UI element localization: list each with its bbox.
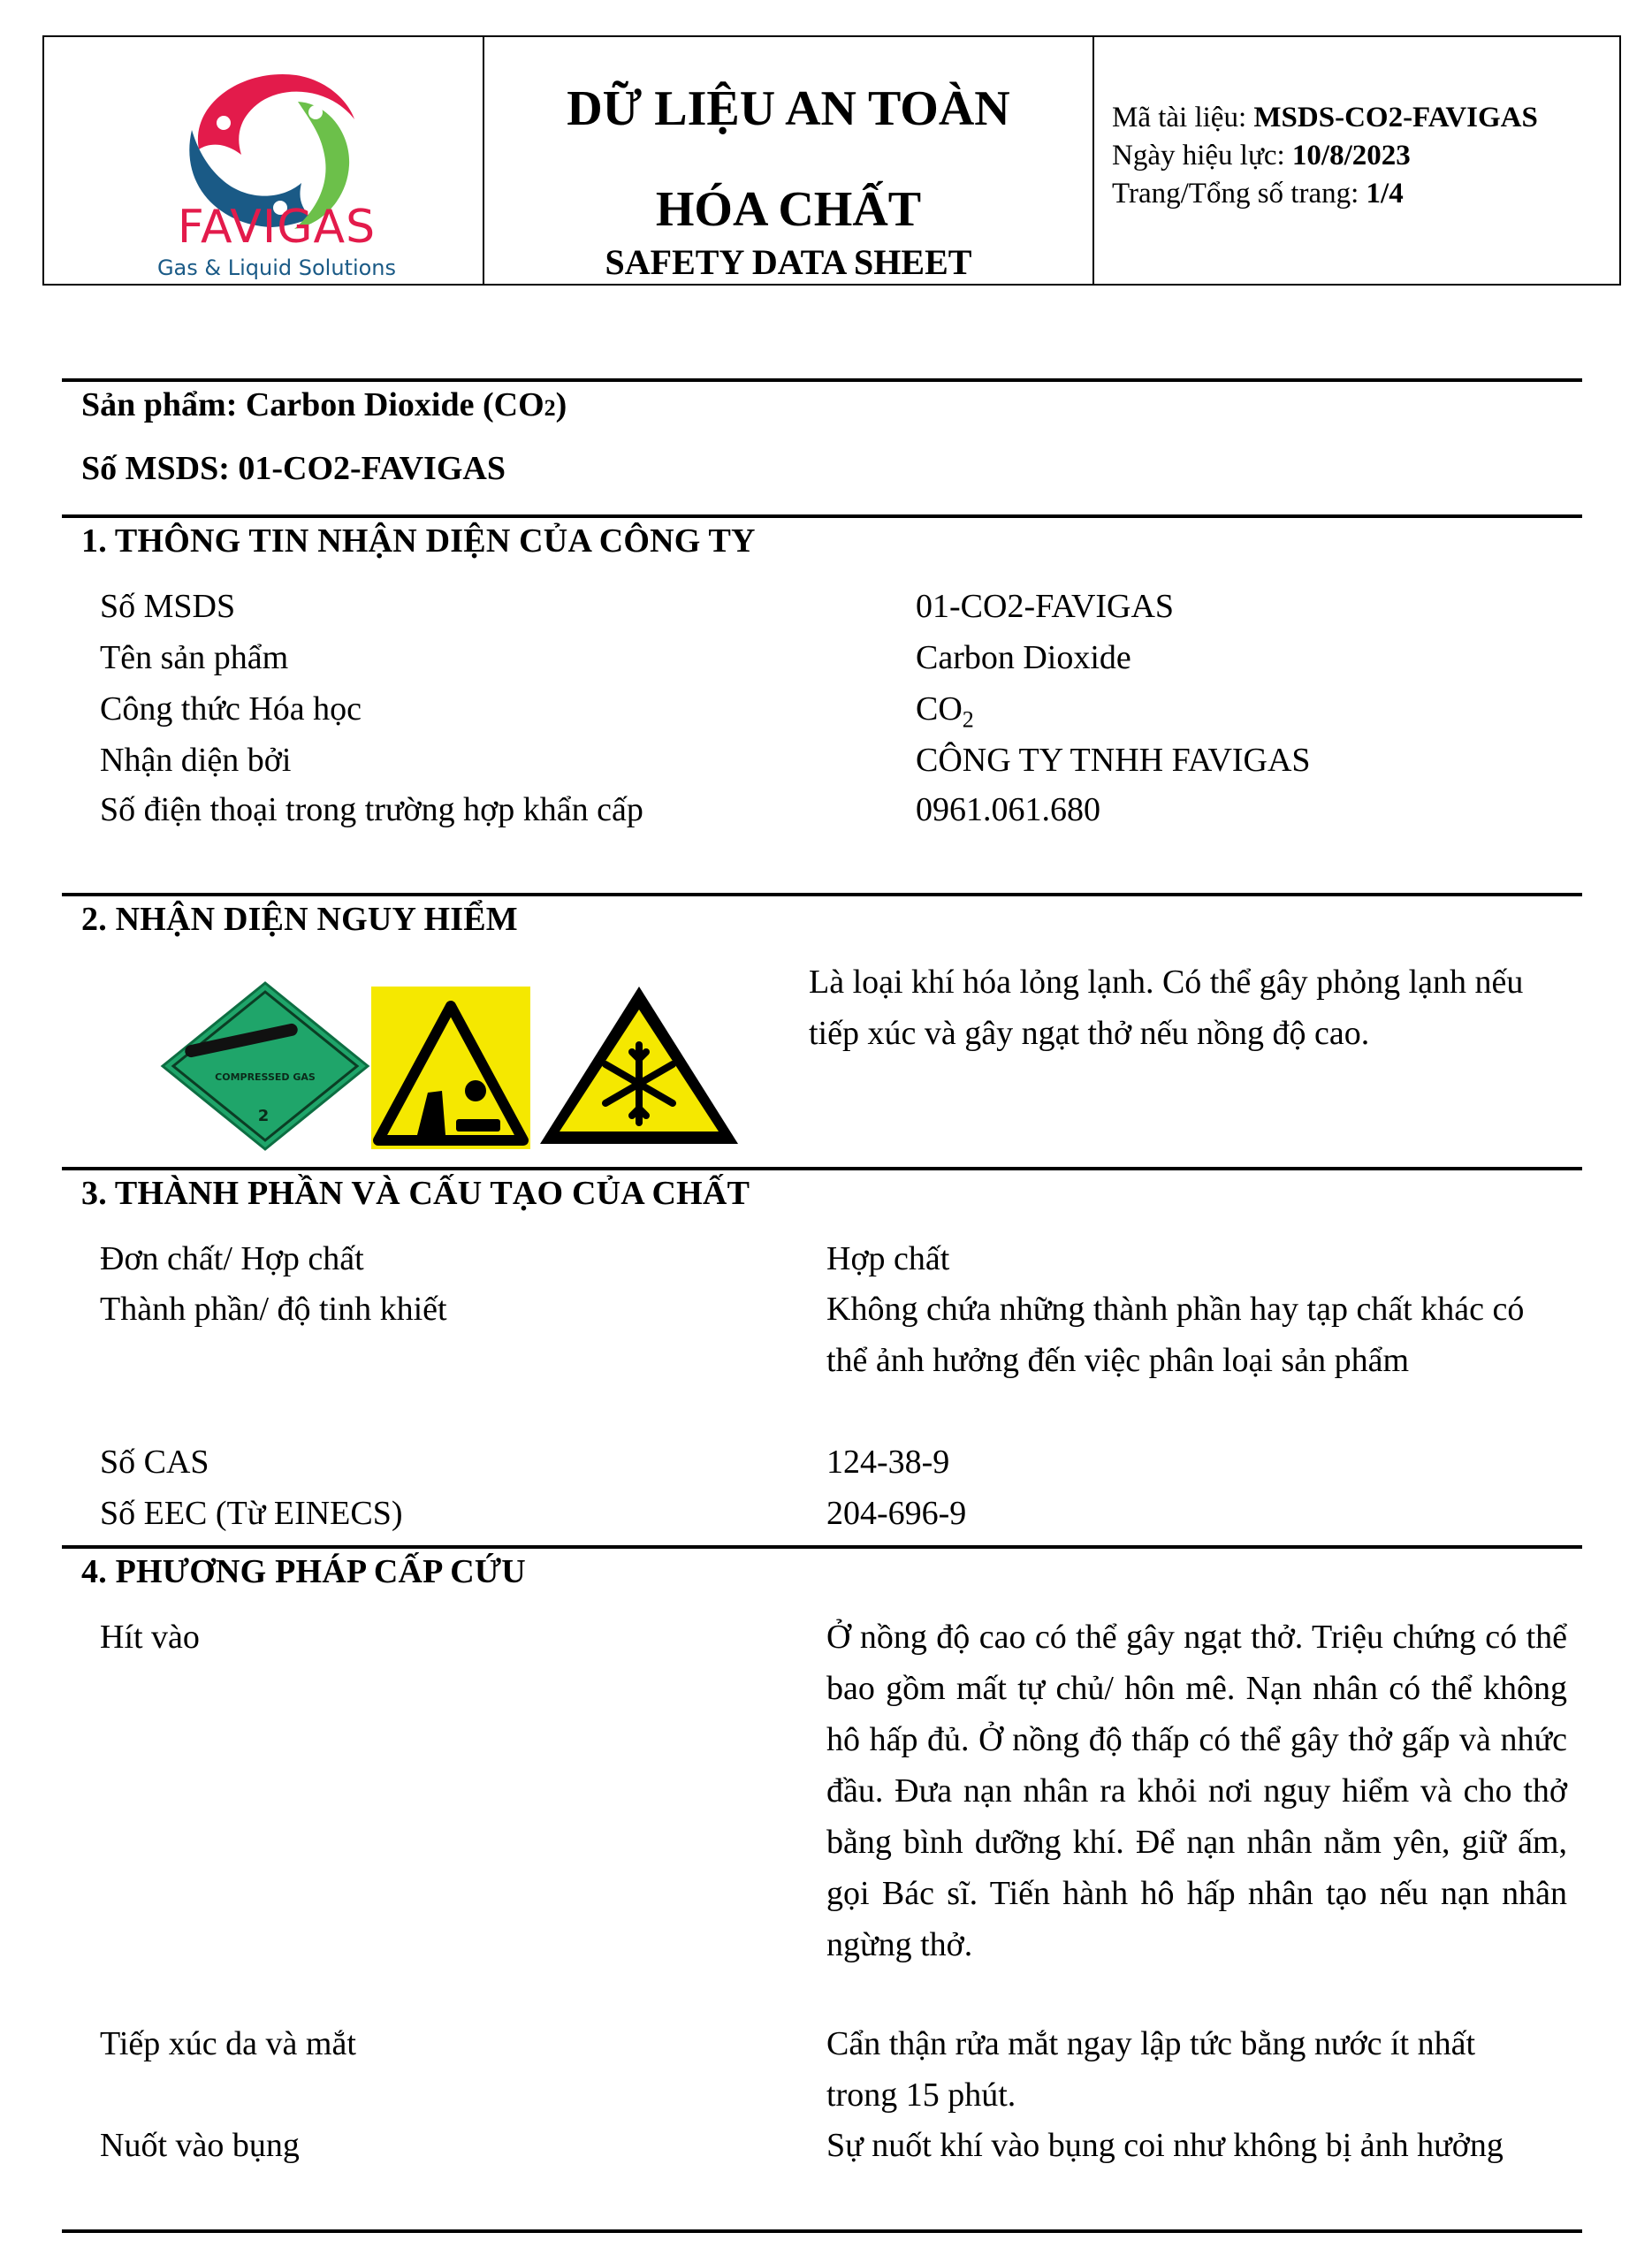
s1-row-value: CÔNG TY TNHH FAVIGAS bbox=[916, 742, 1311, 779]
meta-value: 10/8/2023 bbox=[1291, 140, 1411, 171]
s4-row-value: Cẩn thận rửa mắt ngay lập tức bằng nước ít nhất trong 15 phút. bbox=[826, 2025, 1476, 2114]
title-line-1: DỮ LIỆU AN TOÀN bbox=[567, 81, 1010, 136]
s1-row-label: Tên sản phẩm bbox=[100, 639, 289, 676]
s1-row-label: Số MSDS bbox=[100, 588, 236, 625]
section-rule bbox=[62, 514, 1582, 518]
s3-row-label: Số EEC (Từ EINECS) bbox=[100, 1495, 403, 1532]
meta-doc-code bbox=[1112, 99, 1538, 137]
document-meta bbox=[1112, 99, 1538, 213]
section-rule bbox=[62, 1545, 1582, 1549]
title-line-2: HÓA CHẤT bbox=[655, 182, 922, 237]
formula-text: CO bbox=[916, 690, 963, 728]
title-english: SAFETY DATA SHEET bbox=[605, 242, 972, 282]
s4-row-label: Hít vào bbox=[100, 1619, 200, 1656]
s4-row-label: Tiếp xúc da và mắt bbox=[100, 2025, 356, 2062]
meta-value: MSDS-CO2-FAVIGAS bbox=[1253, 102, 1538, 133]
s3-row-value: 124-38-9 bbox=[826, 1444, 950, 1481]
hazard-class-number: 2 bbox=[257, 1107, 270, 1125]
s1-row-label: Số điện thoại trong trường hợp khẩn cấp bbox=[100, 791, 643, 828]
s4-row-value: Sự nuốt khí vào bụng coi như không bị ảnh hưởng bbox=[826, 2127, 1504, 2164]
header-divider bbox=[1092, 37, 1094, 284]
product-name-close: ) bbox=[555, 386, 567, 423]
product-msds-number: Số MSDS: 01-CO2-FAVIGAS bbox=[81, 450, 506, 487]
meta-value: 1/4 bbox=[1366, 178, 1404, 210]
low-temperature-warning-icon bbox=[535, 979, 742, 1149]
formula-subscript: 2 bbox=[962, 706, 974, 733]
s3-row-value: Hợp chất bbox=[826, 1240, 950, 1277]
compressed-gas-label: COMPRESSED GAS bbox=[215, 1071, 316, 1083]
meta-page-count bbox=[1112, 175, 1538, 213]
s3-row-value: 204-696-9 bbox=[826, 1495, 967, 1532]
favigas-logo bbox=[93, 50, 438, 280]
section-2-heading: 2. NHẬN DIỆN NGUY HIỂM bbox=[81, 901, 518, 938]
s3-row-label: Thành phần/ độ tinh khiết bbox=[100, 1291, 447, 1328]
section-rule bbox=[62, 378, 1582, 382]
s1-row-value: 0961.061.680 bbox=[916, 791, 1100, 828]
meta-label: Ngày hiệu lực: bbox=[1112, 140, 1292, 171]
section-rule bbox=[62, 1167, 1582, 1170]
s1-row-value bbox=[916, 690, 974, 734]
section-rule bbox=[62, 893, 1582, 896]
s4-row-label: Nuốt vào bụng bbox=[100, 2127, 300, 2164]
section-3-heading: 3. THÀNH PHẦN VÀ CẤU TẠO CỦA CHẤT bbox=[81, 1175, 750, 1212]
s1-row-label: Nhận diện bởi bbox=[100, 742, 292, 779]
product-name-text: Sản phẩm: Carbon Dioxide (CO bbox=[81, 386, 544, 423]
meta-label: Trang/Tổng số trang: bbox=[1112, 178, 1367, 210]
product-name-subscript: 2 bbox=[544, 395, 556, 421]
meta-label: Mã tài liệu: bbox=[1112, 102, 1254, 133]
s1-row-value: Carbon Dioxide bbox=[916, 639, 1131, 676]
meta-effective-date bbox=[1112, 137, 1538, 175]
compressed-gas-diamond-icon bbox=[159, 979, 371, 1153]
s3-row-label: Số CAS bbox=[100, 1444, 209, 1481]
asphyxiation-warning-icon bbox=[371, 987, 530, 1149]
hazard-description: Là loại khí hóa lỏng lạnh. Có thể gây phỏng lạnh nếu tiếp xúc và gây ngạt thở nếu nồng độ cao. bbox=[809, 964, 1524, 1052]
section-4-heading: 4. PHƯƠNG PHÁP CẤP CỨU bbox=[81, 1553, 526, 1590]
product-name bbox=[81, 385, 567, 424]
s3-row-value: Không chứa những thành phần hay tạp chất khác có thể ảnh hưởng đến việc phân loại sản phẩm bbox=[826, 1291, 1525, 1379]
s1-row-value: 01-CO2-FAVIGAS bbox=[916, 588, 1175, 625]
document-title bbox=[484, 37, 1092, 284]
logo-tagline: Gas & Liquid Solutions bbox=[156, 255, 397, 280]
hazard-pictograms bbox=[159, 979, 742, 1153]
s4-row-value: Ở nồng độ cao có thể gây ngạt thở. Triệu chứng có thể bao gồm mất tự chủ/ hôn mê. Nạn nhân có thể không hô hấp đủ. Ở nồng độ thấp có thể gây thở gấp và nhức đầu. Đưa nạn nhân ra khỏi nơi nguy hiểm và cho thở bằng bình dưỡng khí. Để nạn nhân nằm yên, giữ ấm, gọi Bác sĩ. Tiến hành hô hấp nhân tạo nếu nạn nhân ngừng thở. bbox=[826, 1619, 1567, 1963]
logo-brand-text: FAVIGAS bbox=[177, 201, 377, 254]
s3-row-label: Đơn chất/ Hợp chất bbox=[100, 1240, 364, 1277]
s1-row-label: Công thức Hóa học bbox=[100, 690, 362, 728]
section-rule bbox=[62, 2229, 1582, 2233]
document-header bbox=[42, 35, 1621, 286]
section-1-heading: 1. THÔNG TIN NHẬN DIỆN CỦA CÔNG TY bbox=[81, 522, 756, 560]
